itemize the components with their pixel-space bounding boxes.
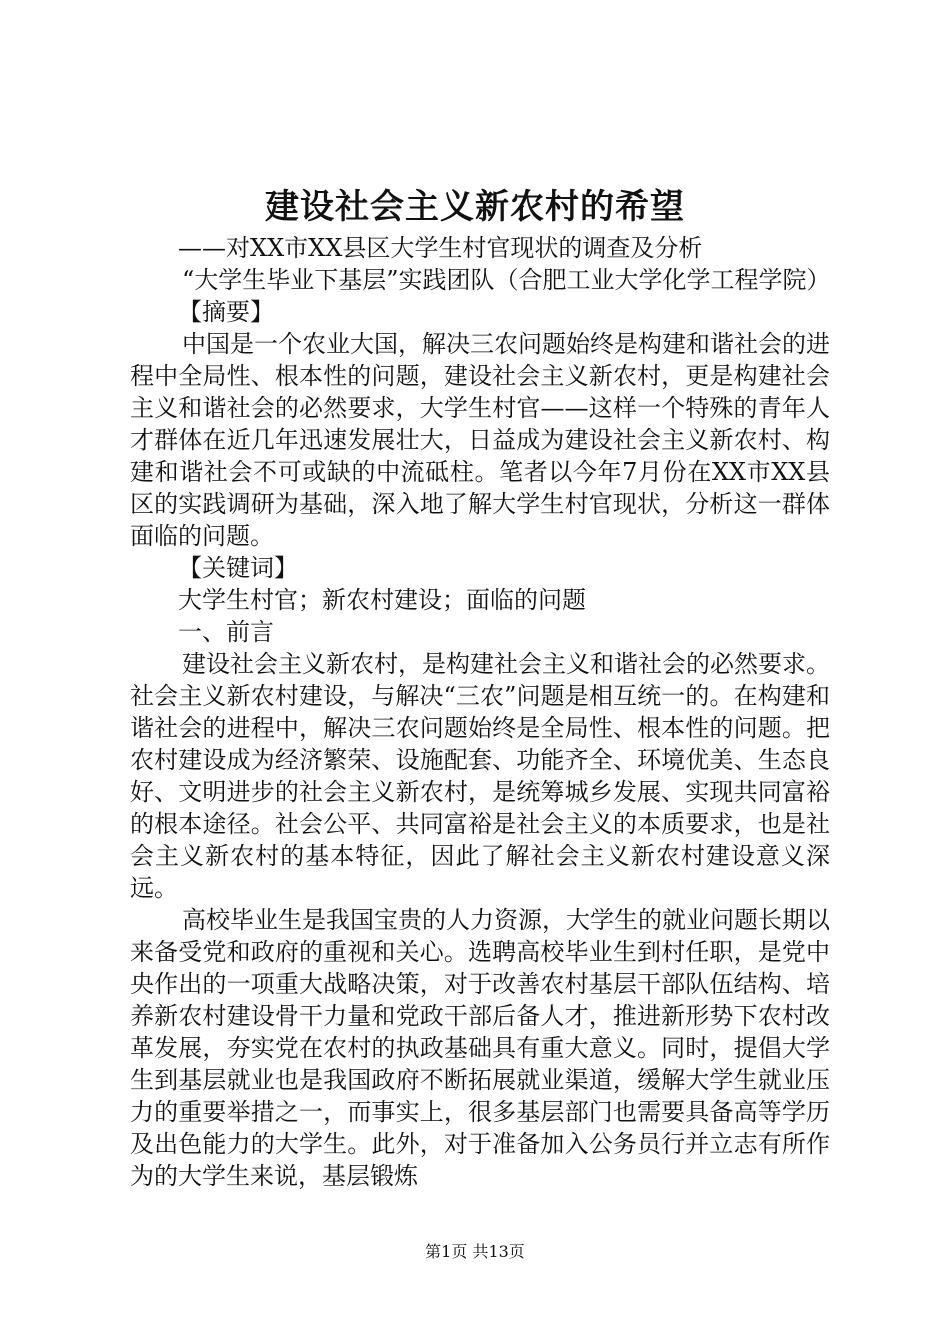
document-body xyxy=(130,232,830,1192)
paragraph: 建设社会主义新农村，是构建社会主义和谐社会的必然要求。社会主义新农村建设，与解决“三农”问题是相互统一的。在构建和谐社会的进程中，解决三农问题始终是全局性、根本性的问题。把农村建设成为经济繁荣、设施配套、功能齐全、环境优美、生态良好、文明进步的社会主义新农村，是统筹城乡发展、实现共同富裕的根本途径。社会公平、共同富裕是社会主义的本质要求，也是社会主义新农村的基本特征，因此了解社会主义新农村建设意义深远。 xyxy=(130,650,830,902)
document-subtitle: ——对XX市XX县区大学生村官现状的调查及分析 xyxy=(178,234,703,262)
abstract-heading: 【摘要】 xyxy=(178,298,274,326)
page-footer: 第1页 共13页 xyxy=(425,1242,525,1261)
author-team: “大学生毕业下基层”实践团队（合肥工业大学化学工程学院） xyxy=(182,266,831,294)
keywords-text: 大学生村官；新农村建设；面临的问题 xyxy=(178,586,586,614)
paragraph: 高校毕业生是我国宝贵的人力资源，大学生的就业问题长期以来备受党和政府的重视和关心。选聘高校毕业生到村任职，是党中央作出的一项重大战略决策，对于改善农村基层干部队伍结构、培养新农村建设骨干力量和党政干部后备人才，推进新形势下农村改革发展，夯实党在农村的执政基础具有重大意义。同时，提倡大学生到基层就业也是我国政府不断拓展就业渠道，缓解大学生就业压力的重要举措之一，而事实上，很多基层部门也需要具备高等学历及出色能力的大学生。此外，对于准备加入公务员行并立志有所作为的大学生来说，基层锻炼 xyxy=(130,906,830,1190)
section-heading: 一、前言 xyxy=(178,618,274,646)
abstract-text: 中国是一个农业大国，解决三农问题始终是构建和谐社会的进程中全局性、根本性的问题，建设社会主义新农村，更是构建社会主义和谐社会的必然要求，大学生村官——这样一个特殊的青年人才群体在近几年迅速发展壮大，日益成为建设社会主义新农村、构建和谐社会不可或缺的中流砥柱。笔者以今年7月份在XX市XX县区的实践调研为基础，深入地了解大学生村官现状，分析这一群体面临的问题。 xyxy=(130,330,830,550)
document-title: 建设社会主义新农村的希望 xyxy=(265,187,685,227)
keywords-heading: 【关键词】 xyxy=(178,554,298,582)
